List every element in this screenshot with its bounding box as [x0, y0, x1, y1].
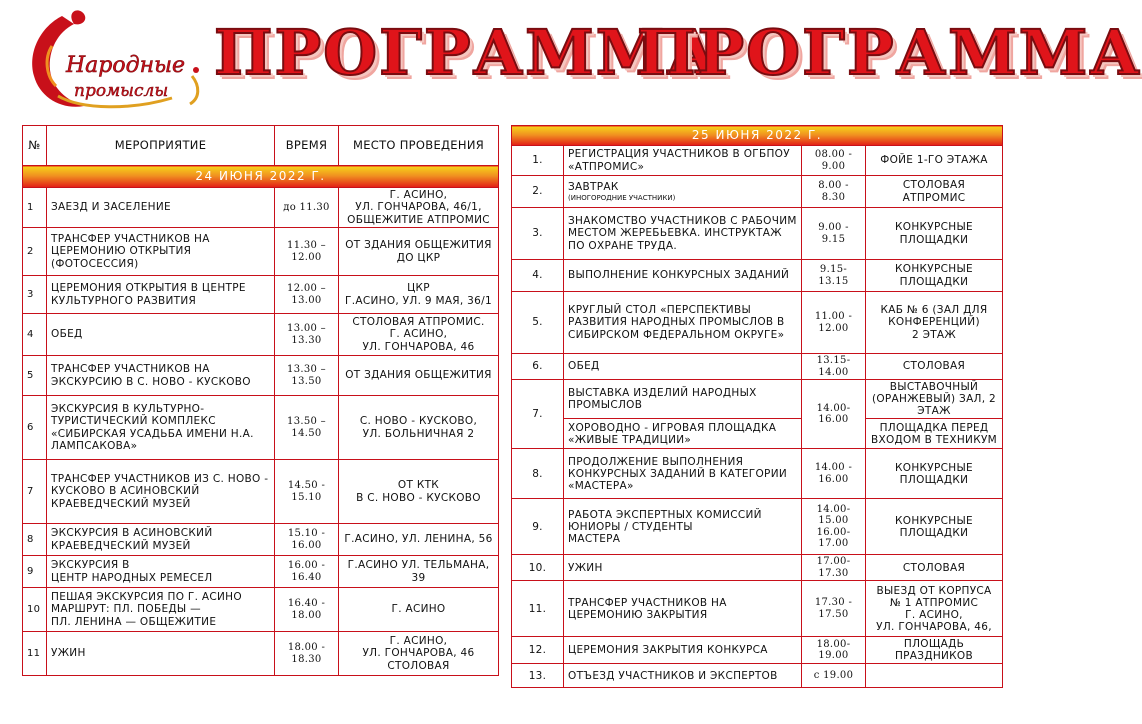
- row-time: 16.00 - 16.40: [275, 556, 339, 588]
- row-num: 9.: [512, 499, 564, 555]
- table-row: [512, 354, 1003, 380]
- row-place: ФОЙЕ 1-ГО ЭТАЖА: [866, 146, 1003, 176]
- row-place: [866, 664, 1003, 688]
- row-time: 17.30 - 17.50: [802, 581, 866, 637]
- row-num: 1.: [512, 146, 564, 176]
- table-row: [512, 555, 1003, 581]
- row-num: 6.: [512, 354, 564, 380]
- table-row: [23, 356, 499, 396]
- row-event-note: (ИНОГОРОДНИЕ УЧАСТНИКИ): [568, 193, 676, 202]
- row-place: ОТ ЗДАНИЯ ОБЩЕЖИТИЯ ДО ЦКР: [339, 228, 499, 276]
- row-event: ТРАНСФЕР УЧАСТНИКОВ НА ЭКСКУРСИЮ В С. НОВО - КУСКОВО: [47, 356, 275, 396]
- date-row: [23, 166, 499, 188]
- row-event: ОБЕД: [564, 354, 802, 380]
- row-time: 18.00 - 18.30: [275, 632, 339, 676]
- row-time: 12.00 – 13.00: [275, 276, 339, 314]
- logo: [22, 6, 212, 118]
- row-num: 13.: [512, 664, 564, 688]
- table-row: [23, 396, 499, 460]
- header-num: №: [23, 126, 47, 166]
- row-num: 4.: [512, 260, 564, 292]
- row-time: 14.00-15.00 16.00-17.00: [802, 499, 866, 555]
- row-num: 2: [23, 228, 47, 276]
- table-row: [23, 188, 499, 228]
- row-event: УЖИН: [47, 632, 275, 676]
- row-place: КОНКУРСНЫЕ ПЛОЩАДКИ: [866, 449, 1003, 499]
- table-row: [23, 228, 499, 276]
- row-place: Г. АСИНО, УЛ. ГОНЧАРОВА, 46/1, ОБЩЕЖИТИЕ АТПРОМИС: [339, 188, 499, 228]
- date-label: 24 ИЮНЯ 2022 Г.: [23, 166, 499, 188]
- row-time: 11.30 – 12.00: [275, 228, 339, 276]
- schedule-table-day1: [22, 125, 499, 676]
- table-row: [512, 449, 1003, 499]
- row-place: Г. АСИНО, УЛ. ГОНЧАРОВА, 46 СТОЛОВАЯ: [339, 632, 499, 676]
- row-num: 5: [23, 356, 47, 396]
- row-time: 11.00 - 12.00: [802, 292, 866, 354]
- row-place: ЦКР Г.АСИНО, УЛ. 9 МАЯ, 36/1: [339, 276, 499, 314]
- row-event: РЕГИСТРАЦИЯ УЧАСТНИКОВ В ОГБПОУ «АТПРОМИС»: [564, 146, 802, 176]
- row-place: СТОЛОВАЯ: [866, 555, 1003, 581]
- header-place: МЕСТО ПРОВЕДЕНИЯ: [339, 126, 499, 166]
- row-place: КОНКУРСНЫЕ ПЛОЩАДКИ: [866, 260, 1003, 292]
- row-event: ВЫСТАВКА ИЗДЕЛИЙ НАРОДНЫХ ПРОМЫСЛОВ: [564, 380, 802, 419]
- table-row: [512, 499, 1003, 555]
- table-row: [512, 664, 1003, 688]
- table-row: [23, 524, 499, 556]
- row-place: СТОЛОВАЯ: [866, 354, 1003, 380]
- row-num: 4: [23, 314, 47, 356]
- row-event: ТРАНСФЕР УЧАСТНИКОВ НА ЦЕРЕМОНИЮ ЗАКРЫТИЯ: [564, 581, 802, 637]
- date-row: [512, 126, 1003, 146]
- row-time: 14.00 - 16.00: [802, 449, 866, 499]
- row-time: 13.30 – 13.50: [275, 356, 339, 396]
- row-event: ВЫПОЛНЕНИЕ КОНКУРСНЫХ ЗАДАНИЙ: [564, 260, 802, 292]
- table-row: [512, 176, 1003, 208]
- row-place: СТОЛОВАЯ АТПРОМИС: [866, 176, 1003, 208]
- row-event: ЭКСКУРСИЯ В КУЛЬТУРНО-ТУРИСТИЧЕСКИЙ КОМПЛЕКС «СИБИРСКАЯ УСАДЬБА ИМЕНИ Н.А. ЛАМПСАКОВА»: [47, 396, 275, 460]
- row-place: Г.АСИНО, УЛ. ЛЕНИНА, 56: [339, 524, 499, 556]
- row-event: ОТЪЕЗД УЧАСТНИКОВ И ЭКСПЕРТОВ: [564, 664, 802, 688]
- row-time: 9.00 - 9.15: [802, 208, 866, 260]
- row-place: ОТ КТК В С. НОВО - КУСКОВО: [339, 460, 499, 524]
- row-place: ОТ ЗДАНИЯ ОБЩЕЖИТИЯ: [339, 356, 499, 396]
- row-num: 11: [23, 632, 47, 676]
- row-num: 11.: [512, 581, 564, 637]
- logo-text-line1: Народные: [66, 53, 186, 78]
- row-event: ТРАНСФЕР УЧАСТНИКОВ НА ЦЕРЕМОНИЮ ОТКРЫТИЯ (ФОТОСЕССИЯ): [47, 228, 275, 276]
- row-time: до 11.30: [275, 188, 339, 228]
- row-event: ЦЕРЕМОНИЯ ЗАКРЫТИЯ КОНКУРСА: [564, 637, 802, 664]
- table-row: [23, 632, 499, 676]
- row-time: 13.15-14.00: [802, 354, 866, 380]
- row-num: 1: [23, 188, 47, 228]
- row-time: 17.00-17.30: [802, 555, 866, 581]
- date-label: 25 ИЮНЯ 2022 Г.: [512, 126, 1003, 146]
- row-event: ЗАВТРАК (ИНОГОРОДНИЕ УЧАСТНИКИ): [564, 176, 802, 208]
- row-place: ВЫЕЗД ОТ КОРПУСА № 1 АТПРОМИС Г. АСИНО, УЛ. ГОНЧАРОВА, 46,: [866, 581, 1003, 637]
- row-event: ЭКСКУРСИЯ В АСИНОВСКИЙ КРАЕВЕДЧЕСКИЙ МУЗЕЙ: [47, 524, 275, 556]
- row-place: КОНКУРСНЫЕ ПЛОЩАДКИ: [866, 208, 1003, 260]
- row-num: 9: [23, 556, 47, 588]
- row-place: КАБ № 6 (ЗАЛ ДЛЯ КОНФЕРЕНЦИЙ) 2 ЭТАЖ: [866, 292, 1003, 354]
- table-row: [23, 556, 499, 588]
- row-event: ТРАНСФЕР УЧАСТНИКОВ ИЗ С. НОВО - КУСКОВО В АСИНОВСКИЙ КРАЕВЕДЧЕСКИЙ МУЗЕЙ: [47, 460, 275, 524]
- row-time: 13.50 – 14.50: [275, 396, 339, 460]
- row-time: 16.40 - 18.00: [275, 588, 339, 632]
- row-num: 2.: [512, 176, 564, 208]
- row-time: 9.15-13.15: [802, 260, 866, 292]
- logo-text-line2: промыслы: [74, 81, 169, 101]
- row-place: СТОЛОВАЯ АТПРОМИС. Г. АСИНО, УЛ. ГОНЧАРОВА, 46: [339, 314, 499, 356]
- row-time: 14.00-16.00: [802, 380, 866, 449]
- row-event-secondary: ХОРОВОДНО - ИГРОВАЯ ПЛОЩАДКА «ЖИВЫЕ ТРАДИЦИИ»: [564, 419, 802, 449]
- page-title-left: ПРОГРАММА: [214, 16, 719, 89]
- table-row: [23, 276, 499, 314]
- page-title-right: ПРОГРАММА: [637, 16, 1142, 89]
- row-num: 10: [23, 588, 47, 632]
- row-place: ПЛОЩАДЬ ПРАЗДНИКОВ: [866, 637, 1003, 664]
- row-place: Г. АСИНО: [339, 588, 499, 632]
- row-num: 6: [23, 396, 47, 460]
- row-time: 13.00 – 13.30: [275, 314, 339, 356]
- header-time: ВРЕМЯ: [275, 126, 339, 166]
- row-time: 8.00 - 8.30: [802, 176, 866, 208]
- row-event: ЦЕРЕМОНИЯ ОТКРЫТИЯ В ЦЕНТРЕ КУЛЬТУРНОГО РАЗВИТИЯ: [47, 276, 275, 314]
- table-row: [512, 380, 1003, 419]
- row-event: РАБОТА ЭКСПЕРТНЫХ КОМИССИЙ ЮНИОРЫ / СТУДЕНТЫ МАСТЕРА: [564, 499, 802, 555]
- row-event: ПРОДОЛЖЕНИЕ ВЫПОЛНЕНИЯ КОНКУРСНЫХ ЗАДАНИЙ В КАТЕГОРИИ «МАСТЕРА»: [564, 449, 802, 499]
- row-event: ПЕШАЯ ЭКСКУРСИЯ ПО Г. АСИНО МАРШРУТ: ПЛ. ПОБЕДЫ — ПЛ. ЛЕНИНА — ОБЩЕЖИТИЕ: [47, 588, 275, 632]
- table-row: [23, 588, 499, 632]
- table-header-row: [23, 126, 499, 166]
- row-num: 3: [23, 276, 47, 314]
- row-num: 7: [23, 460, 47, 524]
- table-row: [512, 581, 1003, 637]
- row-num: 8.: [512, 449, 564, 499]
- row-num: 8: [23, 524, 47, 556]
- row-event: ЗАЕЗД И ЗАСЕЛЕНИЕ: [47, 188, 275, 228]
- table-row: [512, 260, 1003, 292]
- header-event: МЕРОПРИЯТИЕ: [47, 126, 275, 166]
- table-row: [512, 419, 1003, 449]
- row-num: 7.: [512, 380, 564, 449]
- table-row: [512, 637, 1003, 664]
- row-num: 12.: [512, 637, 564, 664]
- row-event: ОБЕД: [47, 314, 275, 356]
- row-event: ЭКСКУРСИЯ В ЦЕНТР НАРОДНЫХ РЕМЕСЕЛ: [47, 556, 275, 588]
- row-time: 08.00 - 9.00: [802, 146, 866, 176]
- schedule-table-day2: [511, 125, 1003, 688]
- table-row: [23, 314, 499, 356]
- table-row: [512, 208, 1003, 260]
- row-place-secondary: ПЛОЩАДКА ПЕРЕД ВХОДОМ В ТЕХНИКУМ: [866, 419, 1003, 449]
- row-time: 18.00-19.00: [802, 637, 866, 664]
- row-event: УЖИН: [564, 555, 802, 581]
- table-row: [512, 292, 1003, 354]
- row-num: 5.: [512, 292, 564, 354]
- row-num: 3.: [512, 208, 564, 260]
- table-row: [23, 460, 499, 524]
- row-place: С. НОВО - КУСКОВО, УЛ. БОЛЬНИЧНАЯ 2: [339, 396, 499, 460]
- row-time: 14.50 - 15.10: [275, 460, 339, 524]
- row-time: 15.10 - 16.00: [275, 524, 339, 556]
- row-num: 10.: [512, 555, 564, 581]
- row-place: КОНКУРСНЫЕ ПЛОЩАДКИ: [866, 499, 1003, 555]
- row-place: ВЫСТАВОЧНЫЙ (ОРАНЖЕВЫЙ) ЗАЛ, 2 ЭТАЖ: [866, 380, 1003, 419]
- row-place: Г.АСИНО УЛ. ТЕЛЬМАНА, 39: [339, 556, 499, 588]
- row-time: с 19.00: [802, 664, 866, 688]
- row-event: ЗНАКОМСТВО УЧАСТНИКОВ С РАБОЧИМ МЕСТОМ ЖЕРЕБЬЕВКА. ИНСТРУКТАЖ ПО ОХРАНЕ ТРУДА.: [564, 208, 802, 260]
- table-row: [512, 146, 1003, 176]
- row-event: КРУГЛЫЙ СТОЛ «ПЕРСПЕКТИВЫ РАЗВИТИЯ НАРОДНЫХ ПРОМЫСЛОВ В СИБИРСКОМ ФЕДЕРАЛЬНОМ ОКРУГЕ»: [564, 292, 802, 354]
